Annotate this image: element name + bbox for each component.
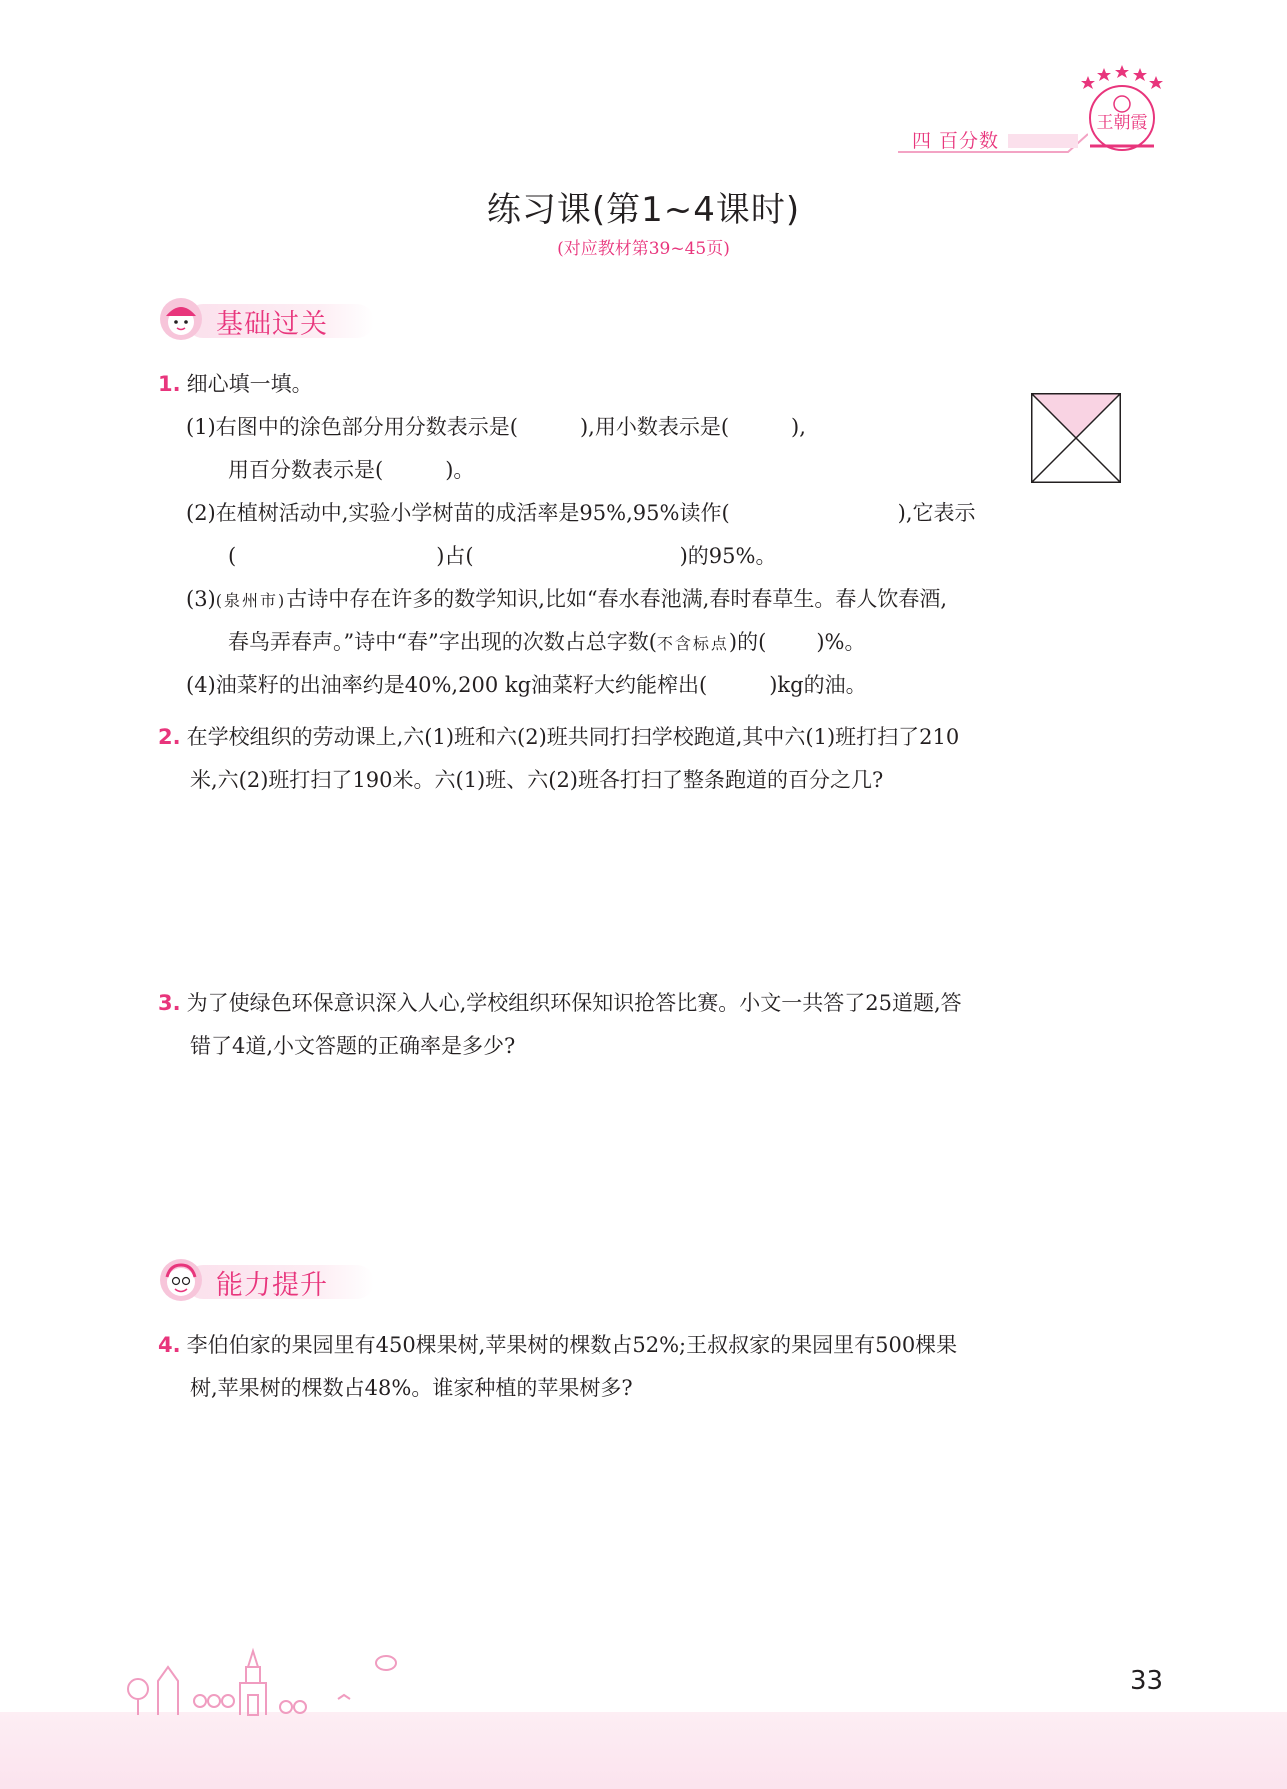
page-title: 练习课(第1~4课时): [486, 190, 801, 230]
q1-part2-line2: ( )占( )的95%。: [228, 544, 777, 568]
castle-trees-decoration-icon: [118, 1645, 408, 1717]
q1-part1-line2: 用百分数表示是( )。: [228, 458, 475, 482]
svg-text:王朝霞: 王朝霞: [1096, 113, 1148, 133]
section-title-advanced: 能力提升: [216, 1270, 328, 1301]
section-banner-basic: [158, 296, 378, 342]
section-title-basic: 基础过关: [216, 309, 328, 340]
brand-logo-seal: [1068, 62, 1176, 154]
page-number: 33: [1130, 1666, 1164, 1696]
region-tag: (泉州市): [215, 591, 287, 610]
q2-line2: 米,六(2)班打扫了190米。六(1)班、六(2)班各打扫了整条跑道的百分之几?: [190, 768, 884, 792]
q1-part1-line1: (1)右图中的涂色部分用分数表示是( ),用小数表示是( ),: [186, 415, 806, 439]
q3-line1: 3. 为了使绿色环保意识深入人心,学校组织环保知识抢答比赛。小文一共答了25道题,答: [158, 991, 962, 1015]
shaded-square-figure: [1031, 393, 1121, 483]
q1-heading: 1. 细心填一填。: [158, 372, 313, 396]
section-banner-advanced: [158, 1257, 378, 1303]
q2-line1: 2. 在学校组织的劳动课上,六(1)班和六(2)班共同打扫学校跑道,其中六(1)班打扫了210: [158, 725, 960, 749]
q3-answer-area[interactable]: [158, 1076, 1158, 1246]
chapter-label: 四 百分数: [912, 130, 1000, 152]
q3-line2: 错了4道,小文答题的正确率是多少?: [190, 1034, 516, 1058]
q4-line1: 4. 李伯伯家的果园里有450棵果树,苹果树的棵数占52%;王叔叔家的果园里有500棵果: [158, 1333, 958, 1357]
q4-answer-area[interactable]: [158, 1418, 1158, 1628]
q1-part4: (4)油菜籽的出油率约是40%,200 kg油菜籽大约能榨出( )kg的油。: [186, 673, 867, 697]
page-subtitle: (对应教材第39~45页): [557, 239, 730, 259]
q2-answer-area[interactable]: [158, 810, 1158, 970]
q1-part3-line2: 春鸟弄春声。”诗中“春”字出现的次数占总字数(不含标点)的( )%。: [228, 630, 866, 654]
mascot-girl-icon: [158, 296, 204, 342]
q1-part3-line1: (3)(泉州市)古诗中存在许多的数学知识,比如“春水春池满,春时春草生。春人饮春酒,: [186, 587, 948, 611]
q1-part2-line1: (2)在植树活动中,实验小学树苗的成活率是95%,95%读作( ),它表示: [186, 501, 976, 525]
footer-band: [0, 1712, 1287, 1789]
q4-line2: 树,苹果树的棵数占48%。谁家种植的苹果树多?: [190, 1376, 633, 1400]
mascot-grandpa-icon: [158, 1257, 204, 1303]
